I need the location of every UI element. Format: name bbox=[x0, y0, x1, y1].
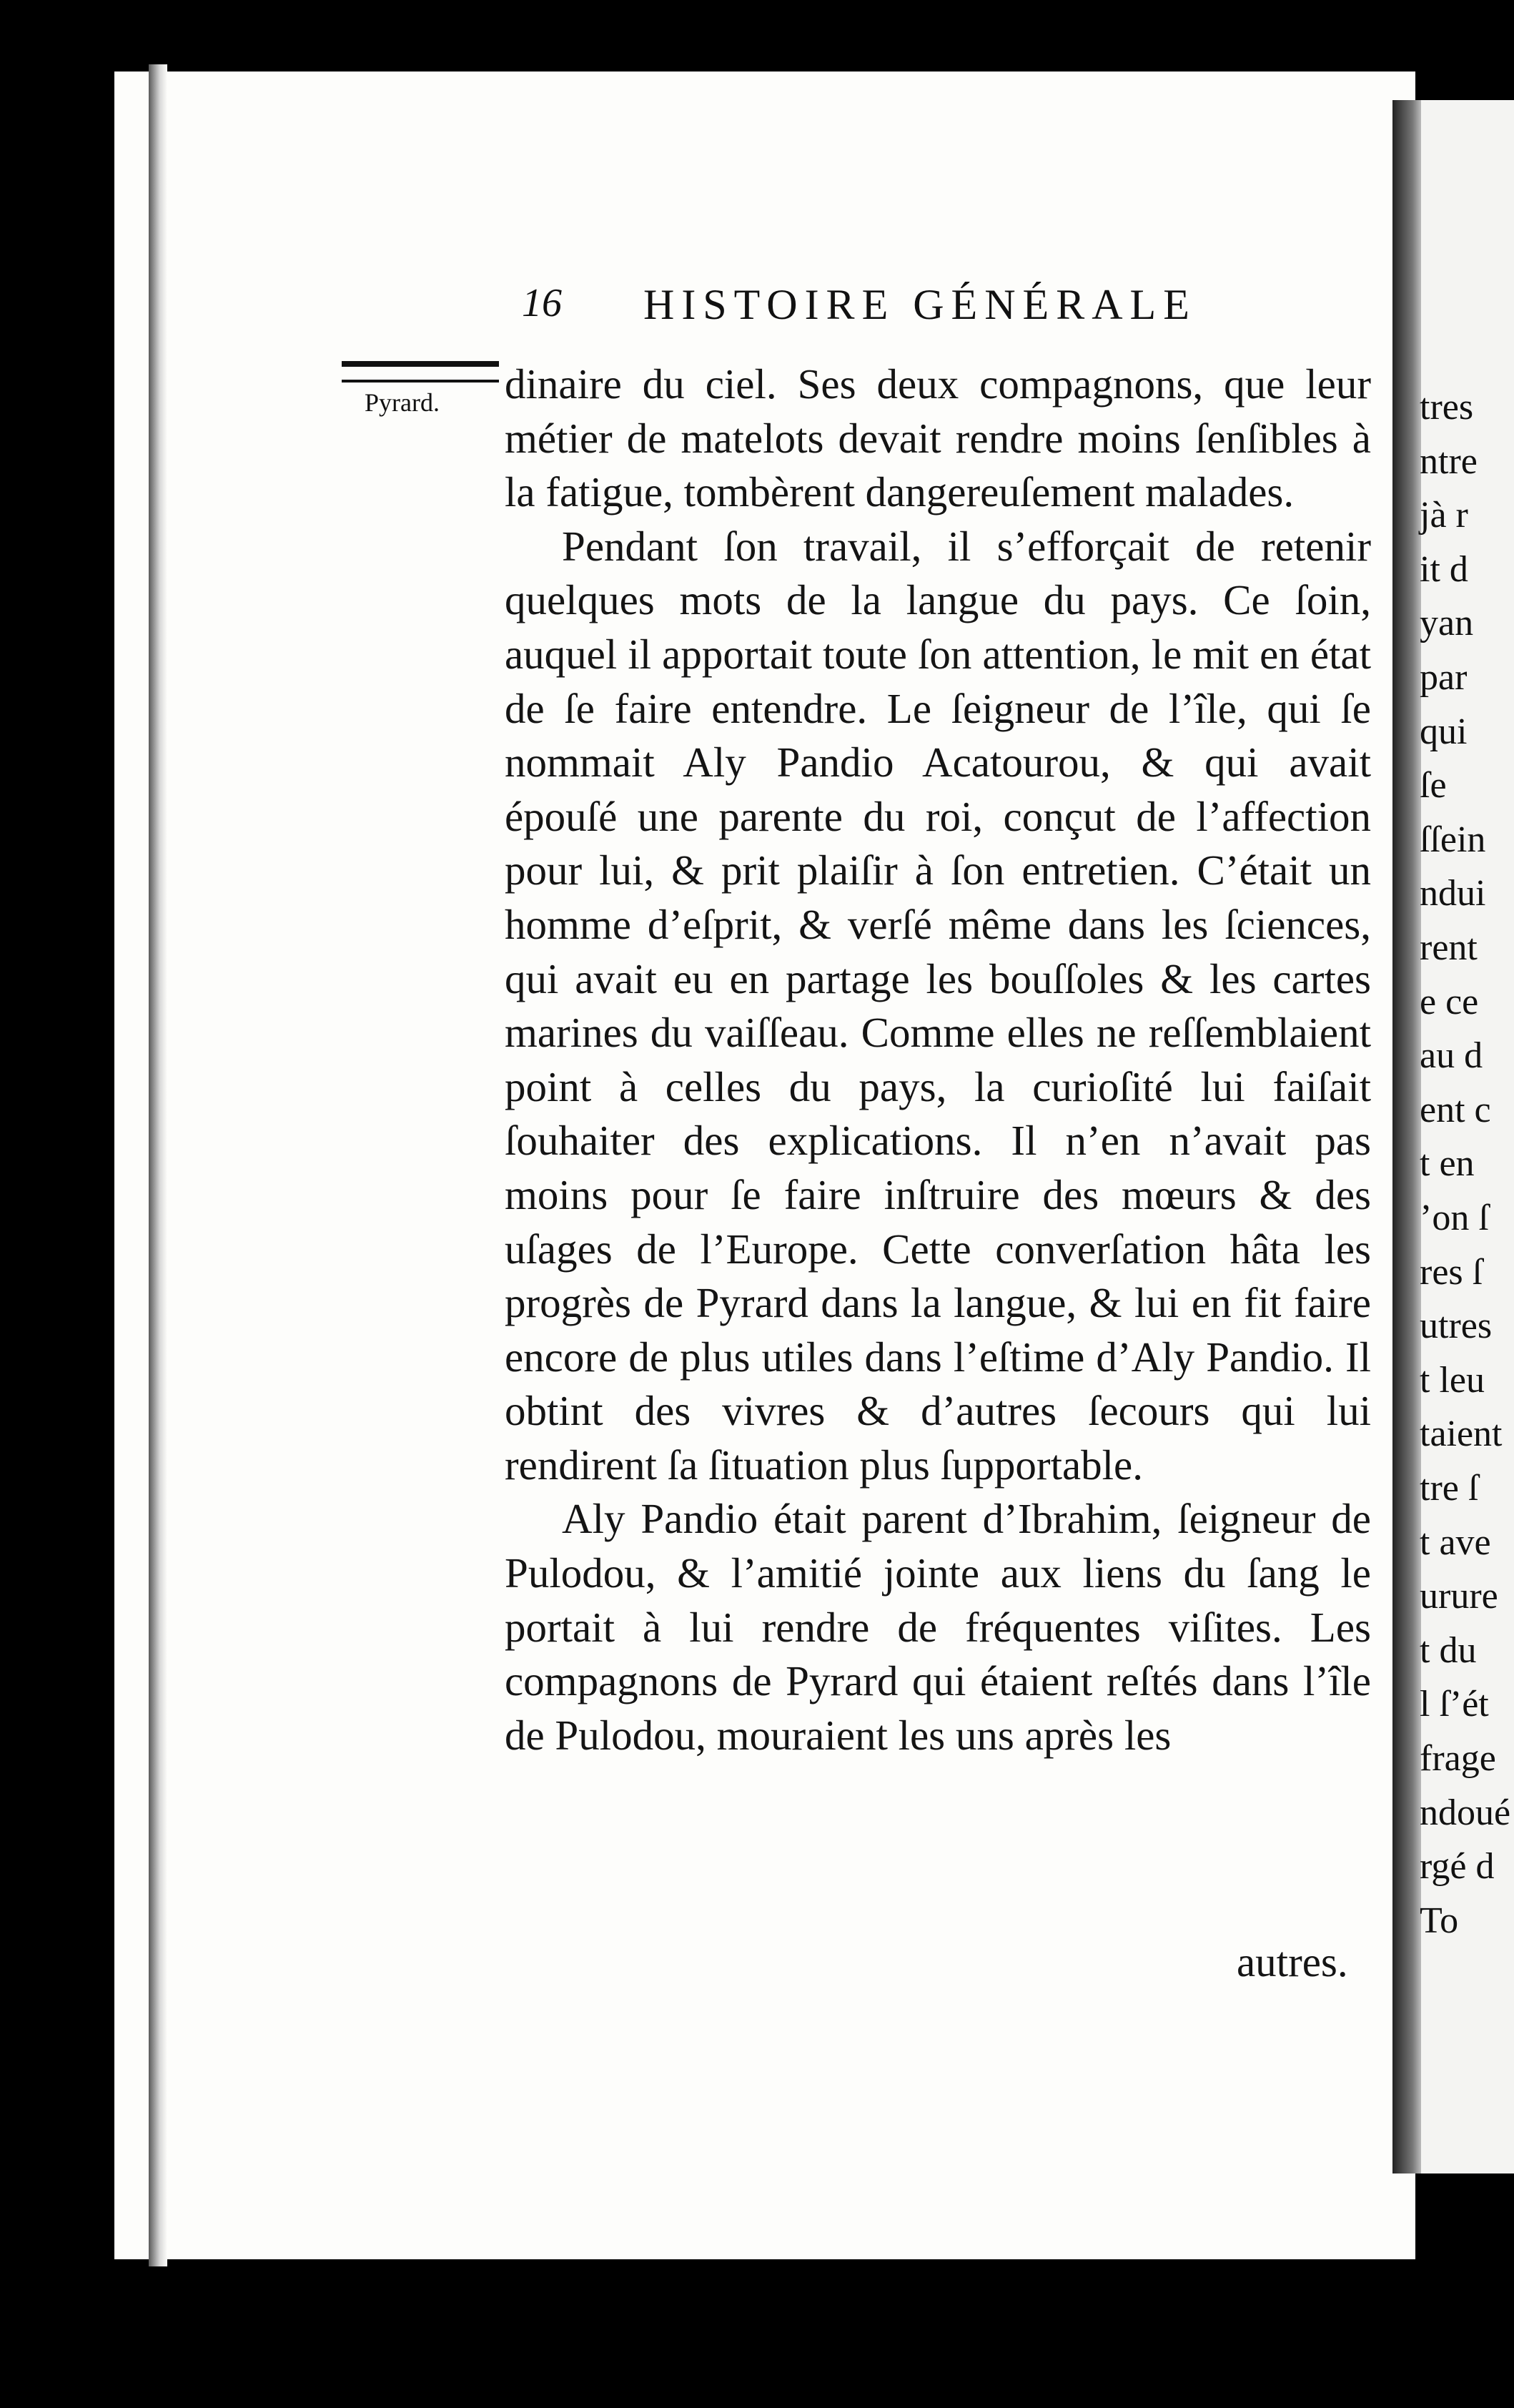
marginal-note: Pyrard. bbox=[365, 388, 440, 417]
facing-page-fragment: qui bbox=[1420, 711, 1468, 752]
running-title: HISTOIRE GÉNÉRALE bbox=[643, 281, 1197, 328]
facing-page-fragment: t leu bbox=[1420, 1359, 1485, 1401]
facing-page-fragment: ſe bbox=[1420, 765, 1447, 806]
facing-page-fragment: e ce bbox=[1420, 981, 1479, 1022]
facing-page-fragment: yan bbox=[1420, 603, 1474, 644]
facing-page-fragment: taient bbox=[1420, 1413, 1503, 1455]
facing-page-fragment: utres bbox=[1420, 1306, 1493, 1347]
facing-page-fragment: t du bbox=[1420, 1629, 1477, 1671]
facing-page-fragment: t ave bbox=[1420, 1521, 1491, 1563]
facing-page-fragment: ntre bbox=[1420, 440, 1478, 482]
facing-page-fragment: To bbox=[1420, 1900, 1459, 1941]
facing-page-fragment: au d bbox=[1420, 1035, 1483, 1077]
facing-page-fragment: it d bbox=[1420, 548, 1468, 590]
facing-page-strip bbox=[1392, 100, 1514, 2173]
paragraph-1: dinaire du ciel. Ses deux compagnons, que leur métier de matelots devait rendre moins ſenſibles à la fatigue, tombèrent dangereuſement malades. bbox=[505, 360, 1371, 516]
facing-page-fragment: tres bbox=[1420, 387, 1474, 428]
paragraph-2: Pendant ſon travail, il s’efforçait de retenir quelques mots de la langue du pays. Ce ſoin, auquel il apportait toute ſon attention, le mit en état de ſe faire entendre. Le ſeigneur de l’île, qui ſe nommait Aly Pandio Acatourou, & qui avait épouſé une parente du roi, conçut de l’affection pour lui, & prit plaiſir à ſon entretien. C’était un homme d’eſprit, & verſé même dans les ſciences, qui avait eu en partage les bouſſoles & les cartes marines du vaiſſeau. Comme elles ne reſſemblaient point à celles du pays, la curioſité lui faiſait ſouhaiter des explications. Il n’en n’avait pas moins pour ſe faire inſtruire des mœurs & des uſages de l’Europe. Cette converſation hâta les progrès de Pyrard dans la langue, & lui en fit faire encore de plus utiles dans l’eſtime d’Aly Pandio. Il obtint des vivres & d’autres ſecours qui lui rendirent ſa ſituation plus ſupportable. bbox=[505, 522, 1371, 1489]
paragraph-3: Aly Pandio était parent d’Ibrahim, ſeigneur de Pulodou, & l’amitié jointe aux liens du ſang le portait à lui rendre de fréquentes viſites. Les compagnons de Pyrard qui étaient reſtés dans l’île de Pulodou, mouraient les uns après les bbox=[505, 1495, 1371, 1759]
facing-page-fragment: l ſ’ét bbox=[1420, 1684, 1489, 1725]
facing-page-fragment: ndoué bbox=[1420, 1792, 1511, 1833]
facing-page-fragment: ’on ſ bbox=[1420, 1198, 1489, 1238]
facing-page-fragment: ſſein bbox=[1420, 819, 1486, 860]
facing-page-fragment: rgé d bbox=[1420, 1846, 1495, 1888]
facing-page-gutter bbox=[1392, 100, 1421, 2173]
facing-page-fragment: frage bbox=[1420, 1738, 1496, 1779]
page-gutter-shadow bbox=[149, 64, 167, 2266]
facing-page-fragment: res ſ bbox=[1420, 1251, 1483, 1293]
page-number: 16 bbox=[522, 281, 562, 325]
marginal-rule bbox=[342, 361, 499, 383]
page-header bbox=[522, 280, 1280, 345]
facing-page-fragment: par bbox=[1420, 657, 1468, 698]
facing-page-fragment: ent c bbox=[1420, 1089, 1491, 1130]
catchword: autres. bbox=[1237, 1938, 1348, 1985]
facing-page-fragment: jà r bbox=[1420, 495, 1468, 536]
body-text bbox=[505, 357, 1371, 1762]
facing-page-fragment: ndui bbox=[1420, 873, 1486, 914]
facing-page-fragment: tre ſ bbox=[1420, 1468, 1479, 1509]
facing-page-fragment: rent bbox=[1420, 927, 1478, 968]
facing-page-fragment: t en bbox=[1420, 1143, 1475, 1185]
facing-page-fragment: urure bbox=[1420, 1576, 1498, 1617]
